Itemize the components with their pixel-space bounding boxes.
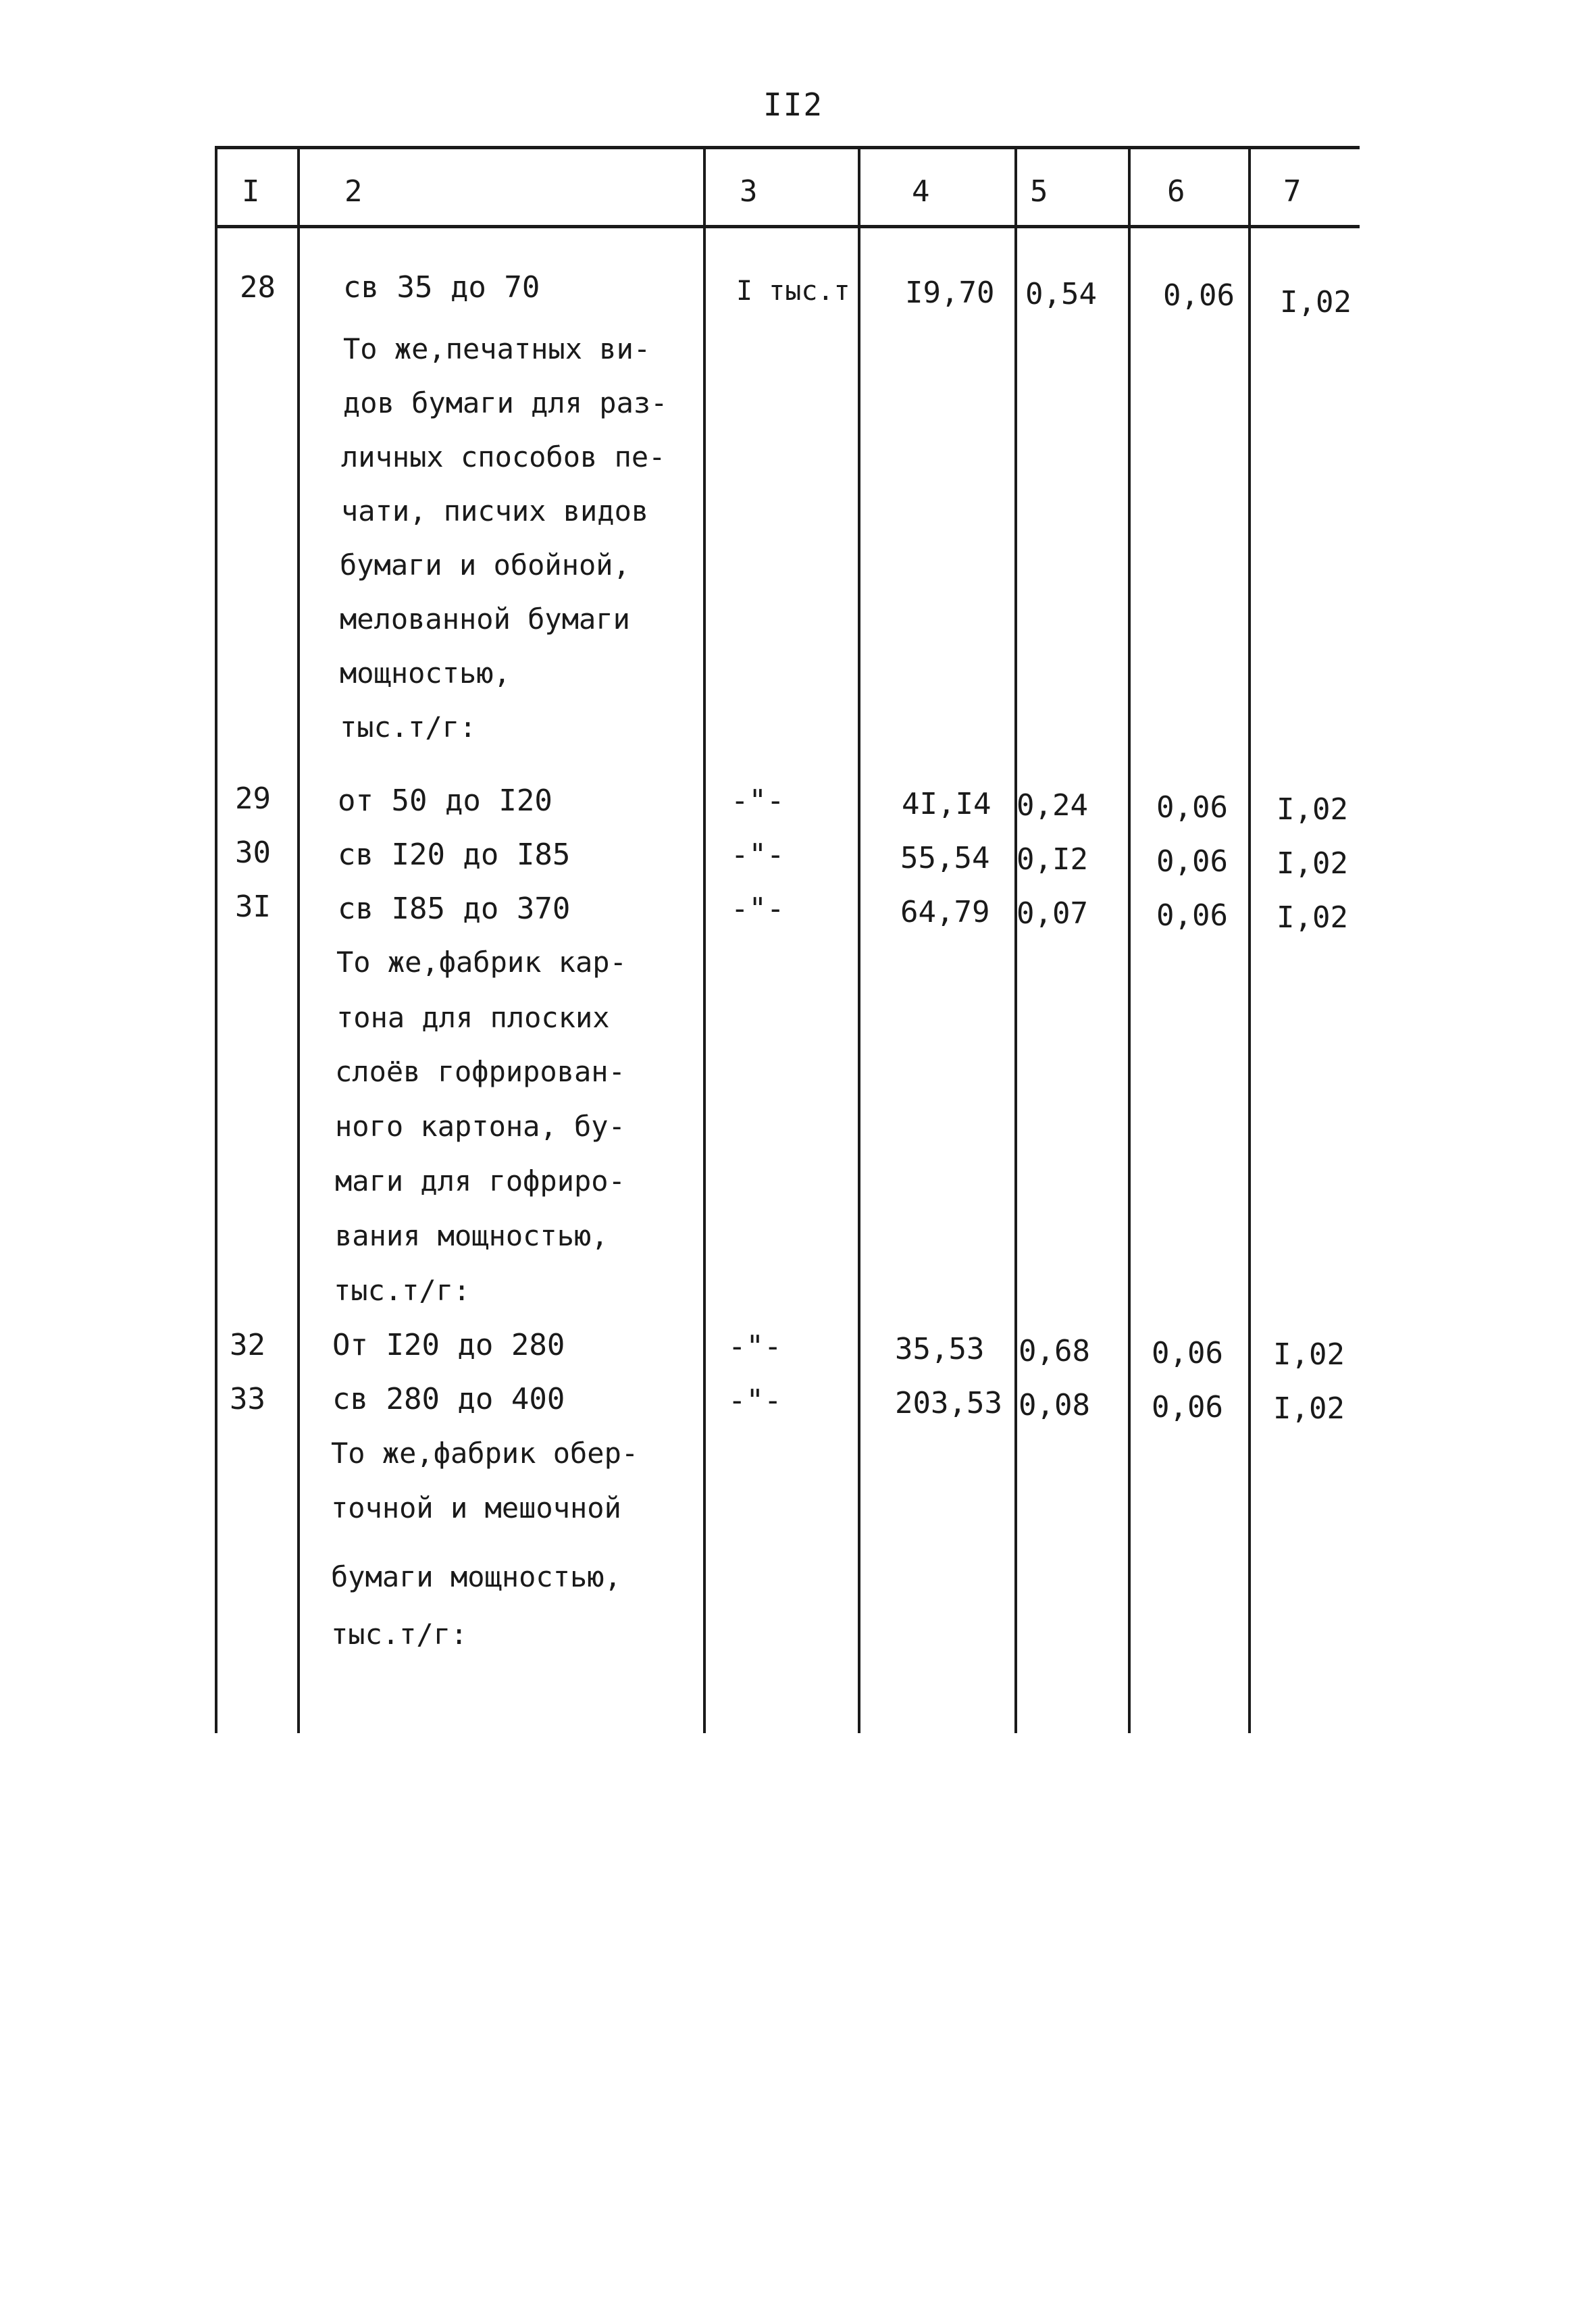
row-unit: -"- <box>731 783 785 818</box>
group-description-line: То же,фабрик кар- <box>336 946 627 979</box>
row-col7: I,02 <box>1277 846 1348 881</box>
row-col5: 0,54 <box>1025 277 1097 311</box>
group-description-line: бумаги и обойной, <box>340 548 630 582</box>
row-number: 3I <box>235 890 271 924</box>
group-description-line: слоёв гофрирован- <box>335 1055 625 1088</box>
row-col5: 0,68 <box>1019 1334 1090 1368</box>
row-col6: 0,06 <box>1152 1336 1223 1370</box>
column-divider <box>1248 146 1251 1733</box>
group-description-line: То же,фабрик обер- <box>331 1437 639 1470</box>
table-top-border <box>215 146 1360 149</box>
row-col4: I9,70 <box>905 276 995 310</box>
row-col7: I,02 <box>1273 1391 1345 1426</box>
row-number: 28 <box>240 270 276 305</box>
row-col4: 64,79 <box>900 895 990 929</box>
header-col-6: 6 <box>1167 174 1185 209</box>
group-description-line: мелованной бумаги <box>340 602 630 636</box>
group-description-line: личных способов пе- <box>341 440 666 473</box>
row-col7: I,02 <box>1277 792 1348 827</box>
column-divider <box>858 146 860 1733</box>
header-col-7: 7 <box>1283 174 1302 209</box>
row-col7: I,02 <box>1280 285 1352 319</box>
row-col4: 55,54 <box>900 841 990 875</box>
group-description-line: тона для плоских <box>336 1001 610 1034</box>
row-col7: I,02 <box>1273 1337 1345 1372</box>
row-col4: 35,53 <box>895 1332 985 1366</box>
header-col-5: 5 <box>1030 174 1048 209</box>
row-col6: 0,06 <box>1156 898 1228 933</box>
row-col6: 0,06 <box>1152 1390 1223 1424</box>
row-col7: I,02 <box>1277 900 1348 935</box>
column-divider <box>215 146 217 1733</box>
column-divider <box>297 146 300 1733</box>
group-description-line: ного картона, бу- <box>335 1110 625 1143</box>
row-unit: -"- <box>731 838 785 872</box>
row-number: 32 <box>230 1328 265 1362</box>
row-number: 29 <box>235 781 271 816</box>
row-number: 30 <box>235 835 271 870</box>
column-divider <box>1014 146 1017 1733</box>
row-col5: 0,I2 <box>1016 842 1088 877</box>
group-description-line: вания мощностью, <box>335 1219 609 1252</box>
group-description-line: мощностью, <box>340 657 511 690</box>
row-unit: I тыс.т <box>736 276 850 307</box>
row-col5: 0,08 <box>1019 1388 1090 1422</box>
row-unit: -"- <box>731 892 785 926</box>
row-unit: -"- <box>728 1383 782 1418</box>
group-description-line: чати, писчих видов <box>341 494 649 528</box>
group-description-line: То же,печатных ви- <box>343 332 651 365</box>
column-divider <box>703 146 706 1733</box>
row-name: св 35 до 70 <box>343 270 540 305</box>
header-col-1: I <box>242 174 260 209</box>
row-col4: 203,53 <box>895 1386 1002 1420</box>
column-divider <box>1128 146 1131 1733</box>
row-unit: -"- <box>728 1329 782 1364</box>
row-name: св I20 до I85 <box>338 838 571 872</box>
row-col5: 0,07 <box>1016 896 1088 931</box>
row-name: св 280 до 400 <box>332 1382 565 1416</box>
row-name: От I20 до 280 <box>332 1328 565 1362</box>
row-col4: 4I,I4 <box>902 787 992 821</box>
row-col6: 0,06 <box>1163 278 1235 313</box>
group-description-line: бумаги мощностью, <box>331 1560 621 1593</box>
group-description-line: точной и мешочной <box>331 1491 621 1524</box>
row-number: 33 <box>230 1382 265 1416</box>
row-col5: 0,24 <box>1016 788 1088 823</box>
group-description-line: дов бумаги для раз- <box>343 386 668 419</box>
header-col-4: 4 <box>912 174 930 209</box>
row-name: св I85 до 370 <box>338 892 571 926</box>
row-name: от 50 до I20 <box>338 783 552 818</box>
row-col6: 0,06 <box>1156 844 1228 879</box>
header-col-3: 3 <box>740 174 758 209</box>
row-col6: 0,06 <box>1156 790 1228 825</box>
header-col-2: 2 <box>344 174 363 209</box>
page-number: II2 <box>763 86 824 123</box>
group-description-line: тыс.т/г: <box>334 1274 471 1307</box>
header-bottom-border <box>215 225 1360 228</box>
group-description-line: маги для гофриро- <box>335 1164 625 1198</box>
group-description-line: тыс.т/г: <box>340 711 477 744</box>
group-description-line: тыс.т/г: <box>331 1618 468 1651</box>
